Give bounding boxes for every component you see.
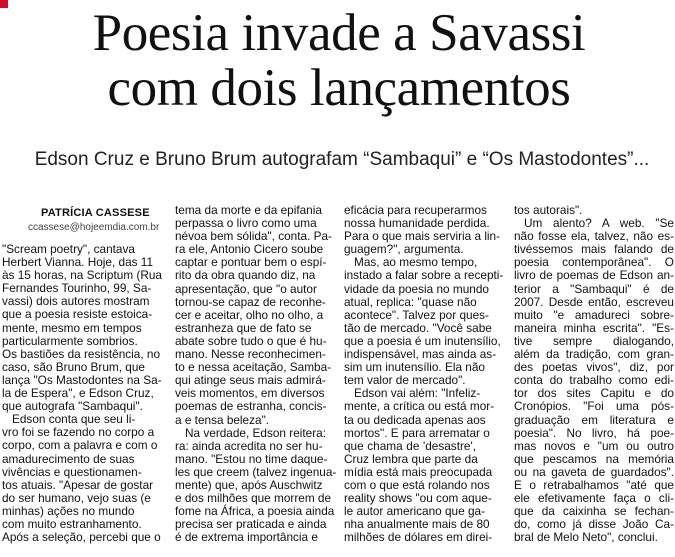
article-line: do ser humano, vejo suas (e: [2, 490, 151, 505]
article-line: atual, replica: "quase não: [344, 294, 477, 309]
article-line: maneira minha escrita". "Es-: [514, 320, 674, 335]
article-line: conta do trabalho como edi-: [514, 373, 674, 388]
article-line: les que creem (talvez ingenua-: [175, 464, 337, 479]
headline-line-2: com dois lançamentos: [107, 59, 571, 117]
byline-email: ccassese@hojeemdia.com.br: [28, 222, 160, 233]
article-line: Edson conta que seu li-: [12, 412, 136, 427]
article-line: nha anualmente mais de 80: [344, 517, 490, 532]
section-marker: [0, 0, 8, 8]
article-line: ele efetivamente faça o cli-: [514, 491, 674, 506]
article-line: caso, são Bruno Brum, que: [2, 359, 145, 374]
article-line: poesia". No livro, há poe-: [514, 425, 674, 440]
article-line: Cronópios. "Foi uma pós-: [514, 399, 674, 414]
article-line: que chama de 'desastre',: [344, 438, 476, 453]
article-line: que a poesia é um inutensílio,: [344, 333, 501, 348]
article-line: amadurecimento de suas: [2, 451, 135, 466]
article-line: com o que está rolando nos: [344, 477, 490, 492]
article-line: mídia está mais preocupada: [344, 464, 493, 479]
article-line: milhões de dólares em direi-: [344, 530, 493, 545]
article-line: tor dos sites Capitu e do: [514, 386, 674, 401]
article-line: Para o que mais serviria a lin-: [344, 229, 501, 244]
article-line: além da tradição, com gran-: [514, 347, 674, 362]
byline-author: PATRÍCIA CASSESE: [41, 207, 150, 219]
article-line: é de extrema importância e: [175, 530, 318, 545]
article-line: mortos". E para arrematar o: [344, 425, 490, 440]
article-line: corpo, com a palavra e com o: [2, 438, 158, 453]
article-line: Fernandes Tourinho, 99, Sa-: [2, 281, 152, 296]
headline-line-1: Poesia invade a Savassi: [92, 4, 586, 62]
article-line: mente, a crítica ou está mor-: [344, 399, 495, 414]
article-column-3: [344, 203, 504, 545]
article-line: instado a falar sobre a recepti-: [344, 268, 504, 283]
article-line: to e nessa aceitação, Samba-: [175, 360, 332, 375]
article-line: la de Espera", e Edson Cruz,: [2, 386, 154, 401]
article-line: vro foi se fazendo no corpo a: [2, 425, 155, 440]
article-line: reality shows "ou com aque-: [344, 491, 492, 506]
article-line: tos atuais. "Apesar de gostar: [2, 477, 154, 492]
article-line: com muito estranhamento.: [2, 516, 142, 531]
article-line: a e tensa beleza".: [175, 412, 270, 427]
article-line: muito "e amadureci sobre-: [514, 307, 674, 322]
article-line: 2007. Desde então, escreveu: [514, 294, 674, 309]
article-line: le autor americano que ga-: [344, 504, 485, 519]
article-line: Os bastiões da resistência, no: [2, 346, 161, 361]
article-line: "Scream poetry", cantava: [2, 242, 135, 256]
article-line: Edson vai além: "Infeliz-: [354, 386, 481, 401]
article-line: des poetas vivos", diz, por: [514, 360, 674, 375]
article-line: tem valor de mercado".: [344, 373, 466, 388]
article-column-1: [2, 242, 162, 545]
article-line: captar e pontuar bem o espí-: [175, 255, 327, 270]
article-line: do, como já disse João Ca-: [514, 517, 674, 532]
article-line: às 15 horas, na Scriptum (Rua: [2, 268, 162, 283]
article-line: graduação em literatura e: [514, 412, 674, 427]
article-line: qui atinge seus mais admirá-: [175, 373, 326, 388]
article-line: fome na África, a poesia ainda: [175, 504, 335, 519]
article-line: livro de poemas de Edson an-: [514, 268, 674, 283]
subtitle: Edson Cruz e Bruno Brum autografam “Sambaqui” e “Os Mastodontes”...: [34, 149, 650, 170]
article-line: Cruz lembra que parte da: [344, 451, 478, 466]
article-line: vidade da poesia no mundo: [344, 281, 489, 296]
article-line: mente) que, após Auschwitz: [175, 477, 323, 492]
article-line: que autografa "Sambaqui".: [2, 399, 143, 414]
article-line: tema da morte e da epifania: [175, 203, 322, 217]
article-line: precisa ser praticada e ainda: [175, 517, 327, 532]
article-line: névoa bem sólida", conta. Pa-: [175, 229, 332, 244]
article-line: estranheza que de fato se: [175, 320, 312, 335]
article-line: Herbert Vianna. Hoje, das 11: [2, 255, 154, 270]
article-line: guagem?", argumenta.: [344, 242, 464, 257]
article-line: cer e aceitar, olho no olho, a: [175, 307, 324, 322]
article-line: poemas de estranha, concis-: [175, 399, 327, 414]
article-line: ra ele, Antonio Cicero soube: [175, 242, 324, 257]
article-line: tão de mercado. "Você sabe: [344, 320, 492, 335]
article-line: abate sobre tudo o que é hu-: [175, 333, 327, 348]
article-line: perpassa o livro como uma: [175, 216, 317, 231]
article-line: vassi) dois autores mostram: [2, 294, 150, 309]
article-line: nossa humanidade perdida.: [344, 216, 490, 231]
article-line: mano. "Estou no time daque-: [175, 451, 328, 466]
article-line: e dos milhões que morrem de: [175, 491, 332, 506]
article-line: tornou-se capaz de reconhe-: [175, 294, 326, 309]
article-line: lança "Os Mastodontes na Sa-: [2, 372, 162, 387]
article-line: veis momentos, em diversos: [175, 386, 325, 401]
article-line: que da caixinha se fechan-: [514, 504, 674, 519]
article-line: que a poesia resiste estoica-: [2, 307, 153, 322]
article-line: mas novos e "um ou outro: [514, 438, 674, 453]
article-line: ou na gaveta de guardados".: [514, 464, 674, 479]
article-line: minhas) ações no mundo: [2, 503, 135, 518]
article-line: Após a seleção, percebi que o: [2, 530, 161, 545]
article-line: tivéssemos mais falando de: [514, 242, 674, 257]
article-line: Na verdade, Edson reitera:: [185, 425, 326, 440]
article-line: mano. Nesse reconhecimen-: [175, 347, 326, 362]
article-line: não fosse ela, talvez, não es-: [514, 229, 674, 244]
article-line: terior a "Sambaqui" é de: [514, 281, 674, 296]
article-line: apresentação, que "o autor: [175, 281, 317, 296]
article-line: que pescamos na memória: [514, 451, 674, 466]
article-line: vivências e questionamen-: [2, 464, 142, 479]
article-line: tos autorais".: [514, 203, 583, 217]
article-column-4: [514, 204, 674, 544]
article-line: Um alento? A web. "Se: [524, 216, 674, 231]
article-line: poesia contemporânea". O: [514, 255, 674, 270]
article-line: eficácia para recuperarmos: [344, 203, 487, 217]
headline: [14, 6, 664, 116]
article-line: Mas, ao mesmo tempo,: [354, 255, 478, 270]
article-column-2: [175, 203, 337, 545]
article-line: mente, mesmo em tempos: [2, 320, 142, 335]
article-line: tive sempre dialogando,: [514, 333, 674, 348]
article-line: ta ou dedicada apenas aos: [344, 412, 486, 427]
article-line: particularmente sombrios.: [2, 333, 138, 348]
article-line: bral de Melo Neto", conclui.: [514, 530, 658, 545]
article-line: rito da obra quando diz, na: [175, 268, 316, 283]
article-line: E o retrabalhamos "até que: [514, 477, 674, 492]
article-line: sim um inutensílio. Ela não: [344, 360, 485, 375]
article-line: indispensável, mas ainda as-: [344, 347, 497, 362]
article-line: acontece". Talvez por ques-: [344, 307, 489, 322]
article-line: ra: ainda acredita no ser hu-: [175, 438, 323, 453]
